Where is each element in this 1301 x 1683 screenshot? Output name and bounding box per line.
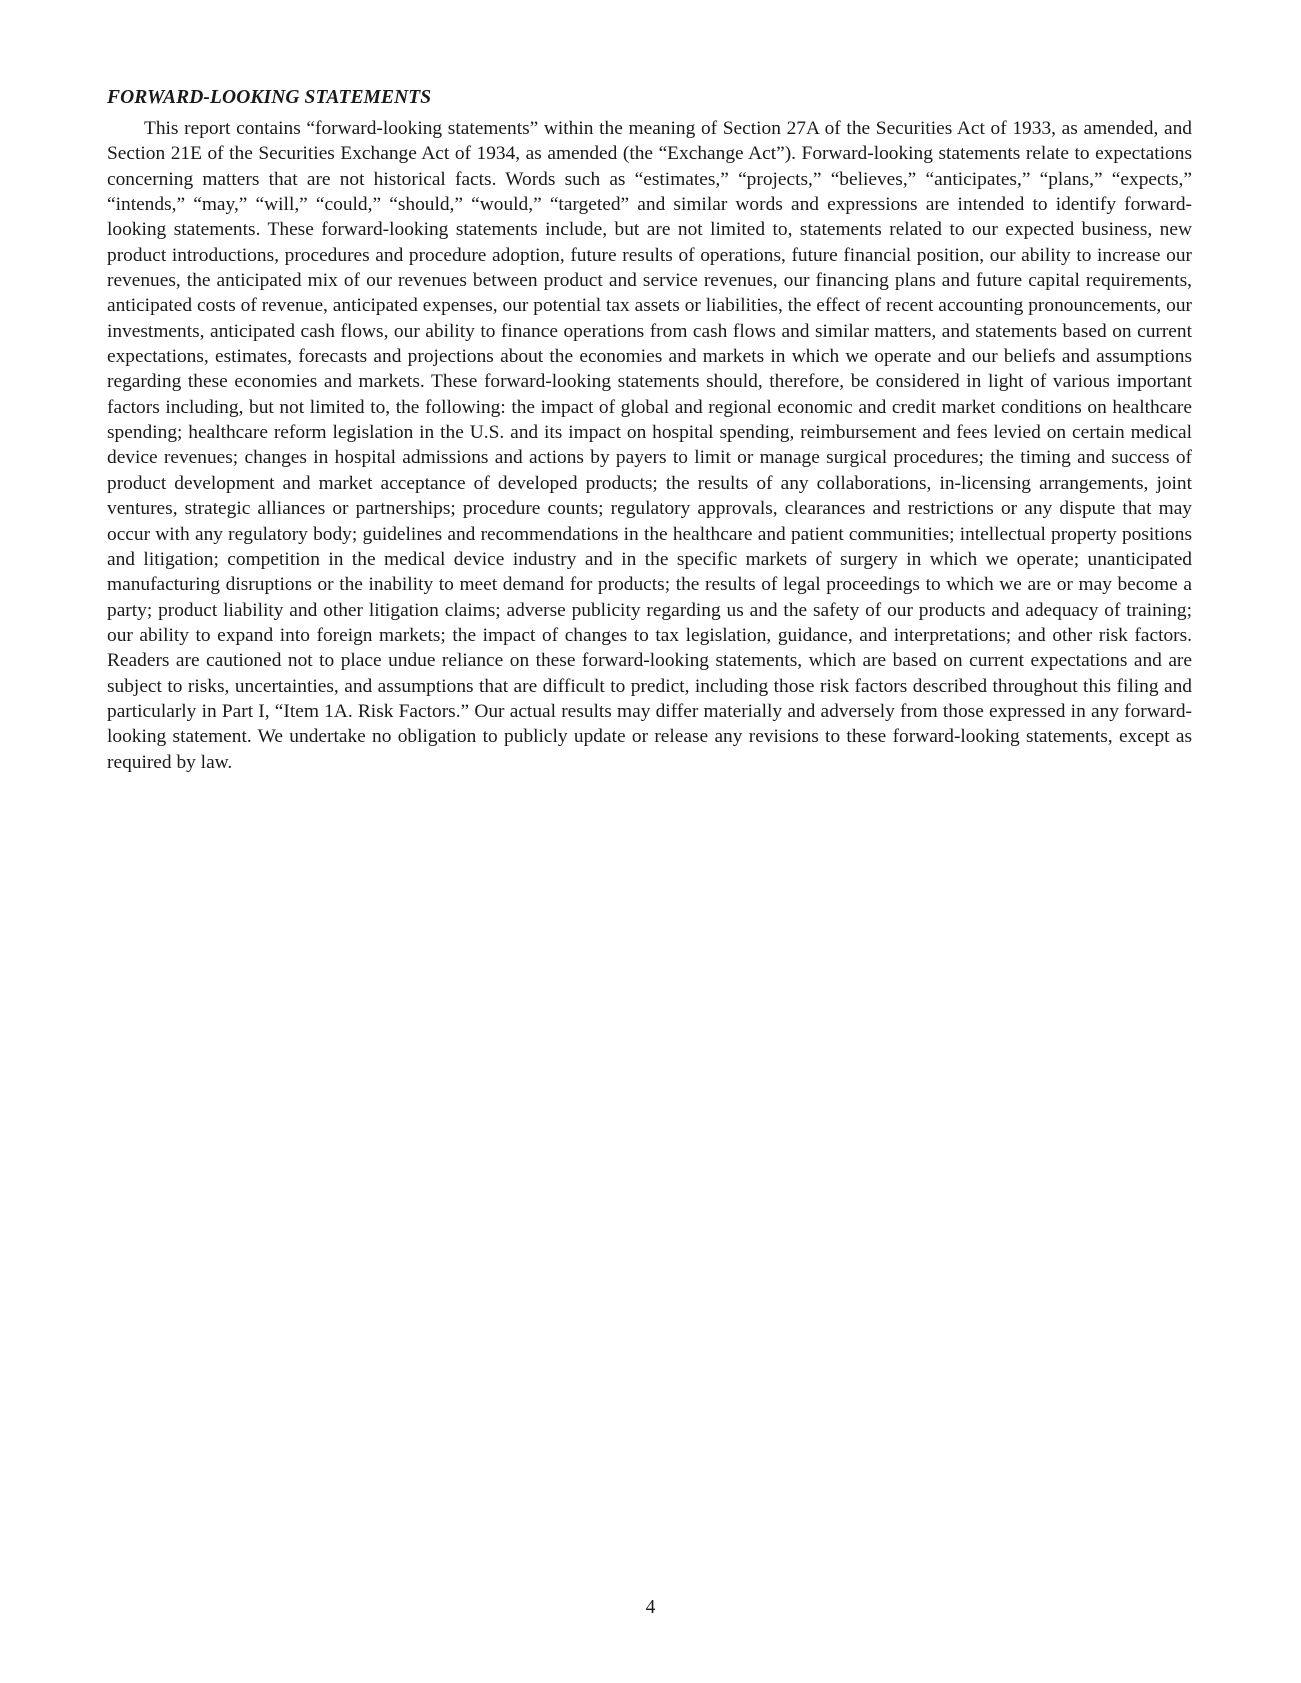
forward-looking-paragraph: This report contains “forward-looking statements” within the meaning of Section 27A of the Securities Act of 1933, as amended, and Section 21E of the Securities Exchange Act of 1934, as amended (the “Exchange Act”). Forward-looking statements relate to expectations concerning matters that are not historical facts. Words such as “estimates,” “projects,” “believes,” “anticipates,” “plans,” “expects,” “intends,” “may,” “will,” “could,” “should,” “would,” “targeted” and similar words and expressions are intended to identify forward-looking statements. These forward-looking statements include, but are not limited to, statements related to our expected business, new product introductions, procedures and procedure adoption, future results of operations, future financial position, our ability to increase our revenues, the anticipated mix of our revenues between product and service revenues, our financing plans and future capital requirements, anticipated costs of revenue, anticipated expenses, our potential tax assets or liabilities, the effect of recent accounting pronouncements, our investments, anticipated cash flows, our ability to finance operations from cash flows and similar matters, and statements based on current expectations, estimates, forecasts and projections about the economies and markets in which we operate and our beliefs and assumptions regarding these economies and markets. These forward-looking statements should, therefore, be considered in light of various important factors including, but not limited to, the following: the impact of global and regional economic and credit market conditions on healthcare spending; healthcare reform legislation in the U.S. and its impact on hospital spending, reimbursement and fees levied on certain medical device revenues; changes in hospital admissions and actions by payers to limit or manage surgical procedures; the timing and success of product development and market acceptance of developed products; the results of any collaborations, in-licensing arrangements, joint ventures, strategic alliances or partnerships; procedure counts; regulatory approvals, clearances and restrictions or any dispute that may occur with any regulatory body; guidelines and recommendations in the healthcare and patient communities; intellectual property positions and litigation; competition in the medical device industry and in the specific markets of surgery in which we operate; unanticipated manufacturing disruptions or the inability to meet demand for products; the results of legal proceedings to which we are or may become a party; product liability and other litigation claims; adverse publicity regarding us and the safety of our products and adequacy of training; our ability to expand into foreign markets; the impact of changes to tax legislation, guidance, and interpretations; and other risk factors. Readers are cautioned not to place undue reliance on these forward-looking statements, which are based on current expectations and are subject to risks, uncertainties, and assumptions that are difficult to predict, including those risk factors described throughout this filing and particularly in Part I, “Item 1A. Risk Factors.” Our actual results may differ materially and adversely from those expressed in any forward-looking statement. We undertake no obligation to publicly update or release any revisions to these forward-looking statements, except as required by law. [107,118,1192,773]
page-number: 4 [645,1597,656,1618]
document-page-content [107,86,1192,775]
section-heading: FORWARD-LOOKING STATEMENTS [107,87,432,108]
